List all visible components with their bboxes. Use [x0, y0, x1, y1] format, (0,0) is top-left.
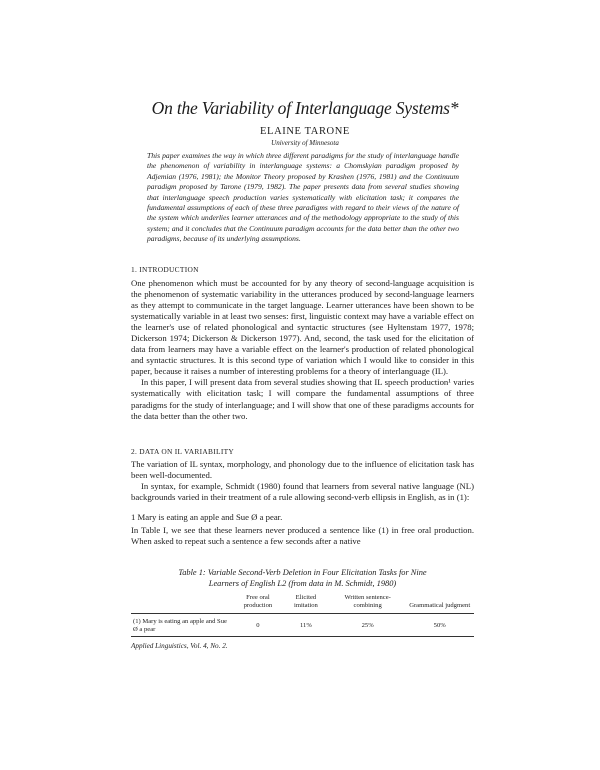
data-section-body [131, 459, 474, 503]
table-header [131, 593, 234, 614]
table-caption-line: Learners of English L2 (from data in M. Schmidt, 1980) [208, 579, 397, 588]
author-affiliation: University of Minnesota [271, 139, 339, 147]
table-cell: (1) Mary is eating an apple and Sue Ø a pear [133, 618, 227, 633]
paragraph: One phenomenon which must be accounted for by any theory of second-language acquisition is the phenomenon of systematic variability in the utterances produced by second-language learners as they attempt to communicate in the target language. Learner utterances have been shown to be systematically variable in at least two senses: first, linguistic context may have a variable effect on the learner's use of related phonological and syntactic structures (see Hyltenstam 1977, 1978; Dickerson 1974; Dickerson & Dickerson 1977). And, second, the task used for the elicitation of data from learners may have a variable effect on the learner's production of related phonological and syntactic structures. It is this second type of variation which I would like to consider in this paper, because it raises a number of interesting problems for a theory of interlanguage (IL). [131, 278, 474, 377]
author-name: ELAINE TARONE [260, 126, 350, 137]
paragraph: In syntax, for example, Schmidt (1980) found that learners from several native language (NL) backgrounds varied in their treatment of a rule allowing second-verb ellipsis in English, as in (1): [131, 481, 474, 503]
section-heading-introduction: 1. INTRODUCTION [131, 265, 199, 274]
table-caption [131, 567, 474, 589]
table-header-row [131, 593, 474, 614]
table-cell: 50% [433, 622, 446, 629]
paragraph: In this paper, I will present data from several studies showing that IL speech production¹ varies systematically with elicitation task; I will compare the fundamental assumptions of three paradigms for the study of interlanguage; and I will show that one of these paradigms accounts for the data better than the other two. [131, 377, 474, 421]
table-header: Elicited imitation [294, 594, 318, 609]
table-header: Grammatical judgment [409, 602, 471, 609]
introduction-body [131, 278, 474, 422]
table-cell: 0 [256, 622, 260, 629]
paragraph: The variation of IL syntax, morphology, and phonology due to the influence of elicitation task has been well-documented. [131, 459, 474, 481]
table-row [131, 614, 474, 637]
journal-footer: Applied Linguistics, Vol. 4, No. 2. [131, 642, 228, 650]
data-section-continued [131, 525, 474, 547]
abstract: This paper examines the way in which three different paradigms for the study of interlanguage handle the phenomenon of variability in interlanguage systems: a Chomskyian paradigm proposed by Adjemian (1976, 1981); the Monitor Theory proposed by Krashen (1976, 1981) and the Continuum paradigm proposed by Tarone (1979, 1982). The paper presents data from several studies showing that interlanguage speech production varies systematically with elicitation task; it compares the fundamental assumptions of each of these three paradigms with regard to their views of the nature of the system which underlies learner utterances and of the methodology appropriate to the study of this system; and it concludes that the Continuum paradigm accounts for the data better than the other two paradigms, because of its underlying assumptions. [147, 151, 459, 244]
table-header: Free oral production [243, 594, 273, 609]
example-sentence: 1 Mary is eating an apple and Sue Ø a pear. [131, 512, 283, 522]
paper-title: On the Variability of Interlanguage Systems* [151, 98, 459, 118]
table-caption-line: Table 1: Variable Second-Verb Deletion in Four Elicitation Tasks for Nine [178, 568, 427, 577]
table-cell: 11% [299, 622, 312, 629]
section-heading-data: 2. DATA ON IL VARIABILITY [131, 447, 235, 456]
table-header: Written sentence-combining [344, 594, 391, 609]
data-table [131, 593, 474, 637]
table-cell: 25% [361, 622, 374, 629]
paragraph: In Table I, we see that these learners never produced a sentence like (1) in free oral production. When asked to repeat such a sentence a few seconds after a native [131, 525, 474, 547]
